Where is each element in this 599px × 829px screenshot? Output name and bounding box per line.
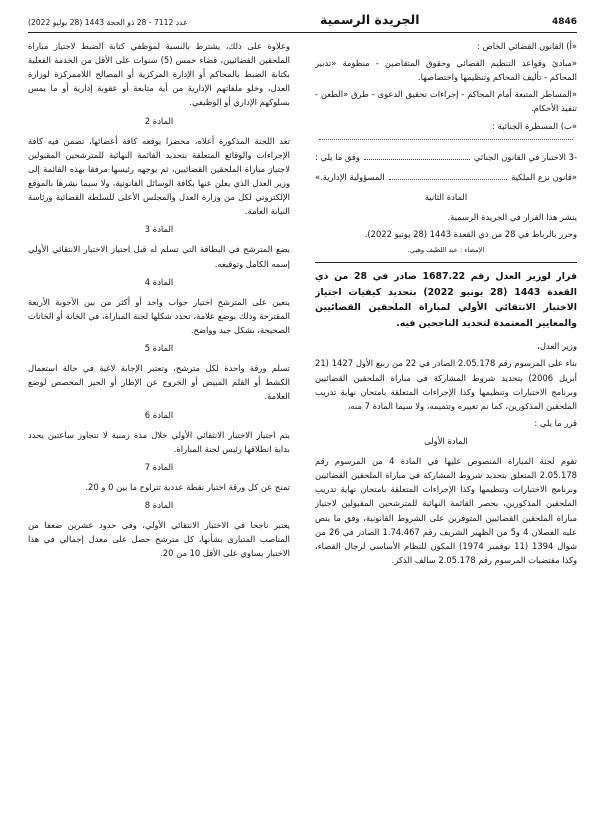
article-heading: المادة 2 bbox=[144, 115, 174, 126]
preamble: بناء على المرسوم رقم 2.05.178 الصادر في 22 من ربيع الأول 1427 (21 أبريل 2006) بتحديد شروط المشاركة في مباراة الملحقين القضائيين وبرنامج الاختبارات وتنظيمها وكذا الإجراءات المتعلقة بامتحان نهاية تدريب الملحقين المذكورين، كما تم تغييره وتتميمه، ولا سيما المادة 7 منه، bbox=[315, 358, 577, 411]
columns bbox=[28, 39, 577, 829]
page-header bbox=[28, 6, 577, 33]
article-heading: المادة 4 bbox=[144, 276, 174, 287]
article-text: يعتبر ناجحا في الاختبار الانتقائي الأولي، وفي حدود عشرين ضعفا من المناصب المتبارى بشأنها، كل مترشح حصل على معدل إجمالي في هذا الاختبار يساوي على الأقل 10 من 20. bbox=[28, 520, 290, 559]
decree-title: قرار لوزير العدل رقم 1687.22 صادر في 28 من ذي القعدة 1443 (28 يونيو 2022) بتحديد كيفيات اجتياز الاختبار الانتقائي الأولي لمباراة الملحقين القضائيين والمعايير المعتمدة لتحديد الناجحين فيه. bbox=[315, 271, 577, 329]
section-a-heading: «أ) القانون القضائي الخاص : bbox=[477, 41, 577, 51]
section-a-item-2: «المساطر المتبعة أمام المحاكم - إجراءات تحقيق الدعوى - طرق «الطعن - تنفيذ الأحكام. bbox=[315, 89, 577, 114]
intro-paragraph: وعلاوة على ذلك، يشترط بالنسبة لموظفي كتابة الضبط لاجتياز مباراة الملحقين القضائيين، قضاء خمس (5) سنوات على الأقل من الخدمة الفعلية بكتابة الضبط بالمحاكم أو الإدارة المركزية أو المصالح اللاممركزة لوزارة العدل، وخلو ملفاتهم الإدارية من أية متابعة أو عقوبة إدارية أو ما يمس بسلوكهم الإداري أو الوظيفي. bbox=[28, 41, 290, 108]
section-divider bbox=[315, 262, 577, 263]
article-heading: المادة 8 bbox=[144, 500, 174, 511]
dotted-line bbox=[315, 139, 577, 144]
article-text: يتعين على المترشح اختيار جواب واحد أو أكثر من بين الأجوبة الأربعة المقترحة وذلك بوضع علامة، تحدد شكلها لجنة المباراة، في الخانة أو الخانات الصحيحة، بشكل جيد وواضح. bbox=[28, 296, 290, 335]
section-b-heading: «ب) المسطرة الجنائية : bbox=[492, 120, 577, 131]
article-heading: المادة 3 bbox=[144, 224, 174, 235]
article-text: ينشر هذا القرار في الجريدة الرسمية. bbox=[447, 211, 577, 222]
item-3-line bbox=[315, 150, 577, 164]
item-3-label: -3 الاختبار في القانون الجنائي bbox=[473, 151, 577, 162]
decree-date: وحرر بالرباط في 28 من ذي القعدة 1443 (28 يونيو 2022). bbox=[364, 229, 577, 240]
article-text: تسلم ورقة واحدة لكل مترشح، وتعتبر الإجابة لاغية في حالة استعمال الكشط أو القلم المبيض أو الخروج عن الإطار أو الحيز المخصص لوضع العلامة. bbox=[28, 363, 290, 402]
article-heading: المادة 5 bbox=[144, 343, 174, 354]
article-text: يضع المترشح في البطاقة التي تسلم له قبل اجتياز الاختبار الانتقائي الأولي إسمه الكامل وتوقيعه. bbox=[28, 244, 290, 269]
article-heading: المادة الأولى bbox=[424, 435, 468, 446]
right-column bbox=[315, 39, 577, 829]
article-heading: المادة 6 bbox=[144, 409, 174, 420]
article-text: تقوم لجنة المباراة المنصوص عليها في المادة 4 من المرسوم رقم 2.05.178 المتعلق بتحديد شروط المشاركة في مباراة الملحقين القضائيين وبرنامج الاختبارات وتنظيمها وكذا الإجراءات المتعلقة بامتحان نهاية تدريب الملحقين المذكورين، بحصر القائمة النهائية للمترشحين المقبولين لاجتياز مباراة الملحقين القضائيين المتوفرين على الشروط القانونية، وفق ما ينص عليه الفصلان 4 و5 من الظهير الشريف رقم 1.74.467 الصادر في 26 من شوال 1394 (11 نوفمبر 1974) المكون للنظام الأساسي لرجال القضاء، وكذا مقتضيات المرسوم رقم 2.05.178 سالف الذكر. bbox=[315, 456, 577, 565]
decided-line: قرر ما يلي : bbox=[534, 417, 577, 428]
item-3-suffix: وفق ما يلي : bbox=[315, 151, 360, 162]
article-heading: المادة الثانية bbox=[424, 191, 468, 202]
article-heading: المادة 7 bbox=[144, 461, 174, 472]
article-text: تمنح عن كل ورقة اختبار نقطة عددية تتراوح ما بين 0 و 20. bbox=[85, 481, 290, 492]
item-3-sub-2: المسؤولية الإدارية.» bbox=[315, 171, 385, 182]
minister-line: وزير العدل، bbox=[537, 341, 577, 352]
article-text: يتم اجتياز الاختبار الانتقائي الأولي خلال مدة زمنية لا تتجاوز ساعتين يحدد بداية انطلاقها رئيس لجنة المباراة. bbox=[28, 429, 290, 454]
signature: الإمضاء : عبد اللطيف وهبي. bbox=[407, 246, 485, 255]
left-column bbox=[28, 39, 290, 829]
page-number: 4846 bbox=[551, 16, 577, 27]
item-3-sub-1: «قانون نزع الملكية bbox=[511, 171, 577, 182]
item-3-sub-line bbox=[315, 170, 577, 184]
gazette-title: الجريدة الرسمية bbox=[320, 12, 420, 27]
section-a-item-1: «مبادئ وقواعد التنظيم القضائي وحقوق المتقاضين - منظومة «تدبير المحاكم - تأليف المحاكم وتنظيمها واختصاصها. bbox=[315, 58, 577, 83]
article-text: تعد اللجنة المذكورة أعلاه، محضرا يوقعه كافة أعضائها، تضمن فيه كافة الإجراءات والوقائع المتعلقة بتحديد القائمة النهائية للمترشحين المقبولين لاجتياز مباراة الملحقين القضائيين، ثم يوجهه رئيسها مرفقا بهذه القائمة إلى وزير العدل الذي يعلن عنها بكافة الوسائل القانونية، ولا سيما نشرها بالموقع الإلكتروني لكل من وزارة العدل والمجلس الأعلى للسلطة القضائية ورئاسة النيابة العامة. bbox=[28, 135, 290, 217]
issue-info: عدد 7112 - 28 ذو الحجة 1443 (28 يوليو 2022) bbox=[28, 18, 188, 28]
